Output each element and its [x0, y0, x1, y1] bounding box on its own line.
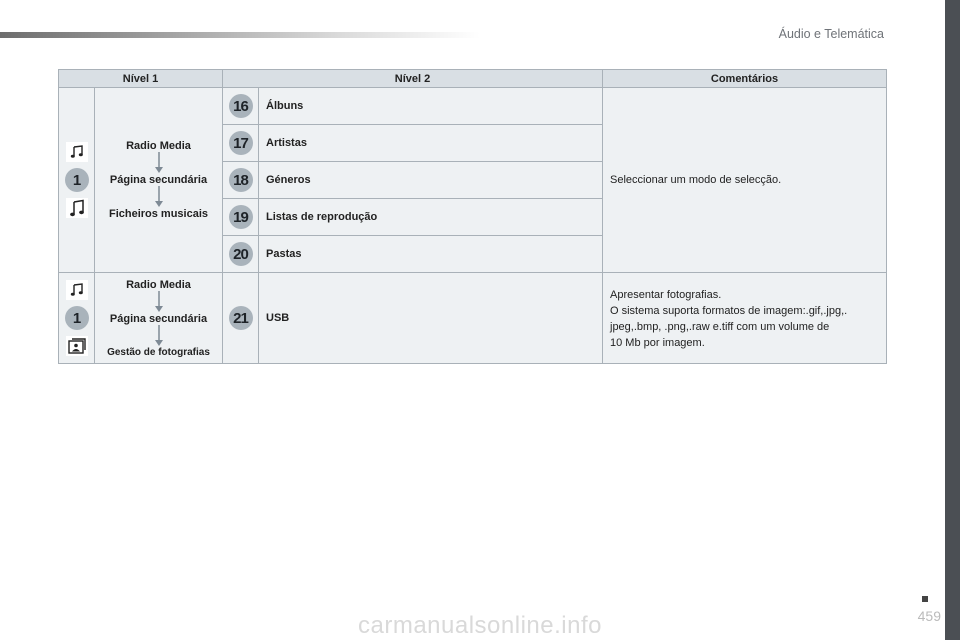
arrow-down-icon — [154, 186, 164, 208]
item-artistas: Artistas — [259, 125, 603, 162]
level1-icons — [59, 273, 95, 364]
nav-ficheiros-musicais: Ficheiros musicais — [108, 208, 209, 220]
item-pastas: Pastas — [259, 236, 603, 273]
arrow-down-icon — [154, 152, 164, 174]
nav-gestao-fotografias: Gestão de fotografias — [107, 346, 210, 358]
item-generos: Géneros — [259, 162, 603, 199]
comment-photos — [603, 273, 887, 364]
comment-line: jpeg,.bmp, .png,.raw e.tiff com um volume de — [610, 321, 830, 333]
arrow-down-icon — [154, 291, 164, 313]
nav-radio-media: Radio Media — [126, 140, 191, 152]
nav-pagina-secundaria: Página secundária — [109, 312, 208, 325]
table-row — [59, 273, 887, 364]
item-listas-reproducao: Listas de reprodução — [259, 199, 603, 236]
menu-table — [58, 69, 887, 364]
comment-line: 10 Mb por imagem. — [610, 337, 705, 349]
level1-navigation — [95, 88, 223, 273]
header-level1: Nível 1 — [59, 70, 223, 88]
watermark: carmanualsonline.info — [358, 612, 602, 639]
step-badge-19: 19 — [229, 205, 253, 229]
page-marker — [922, 596, 928, 602]
music-note-icon — [66, 280, 88, 300]
nav-pagina-secundaria: Página secundária — [109, 174, 208, 186]
comment-line: Apresentar fotografias. — [610, 289, 722, 301]
comment-selection-mode: Seleccionar um modo de selecção. — [603, 88, 887, 273]
nav-radio-media: Radio Media — [126, 278, 191, 291]
step-badge-1: 1 — [65, 168, 89, 192]
comment-line: O sistema suporta formatos de imagem:.gif,.jpg,. — [610, 305, 848, 317]
header-comments: Comentários — [603, 70, 887, 88]
table-header-row — [59, 70, 887, 88]
step-badge-1: 1 — [65, 306, 89, 330]
step-badge-16: 16 — [229, 94, 253, 118]
arrow-down-icon — [154, 325, 164, 347]
header-level2: Nível 2 — [223, 70, 603, 88]
photo-gallery-icon — [66, 336, 88, 356]
header-gradient-bar — [0, 32, 480, 38]
step-badge-18: 18 — [229, 168, 253, 192]
section-title: Áudio e Telemática — [778, 27, 884, 41]
step-badge-21: 21 — [229, 306, 253, 330]
step-badge-17: 17 — [229, 131, 253, 155]
page-edge-strip — [945, 0, 960, 640]
level1-navigation — [95, 273, 223, 364]
step-badge-20: 20 — [229, 242, 253, 266]
item-usb: USB — [259, 273, 603, 364]
level1-icons — [59, 88, 95, 273]
music-files-icon — [66, 198, 88, 218]
table-row — [59, 88, 887, 125]
page-number: 459 — [917, 608, 941, 624]
music-note-icon — [66, 142, 88, 162]
item-albuns: Álbuns — [259, 88, 603, 125]
